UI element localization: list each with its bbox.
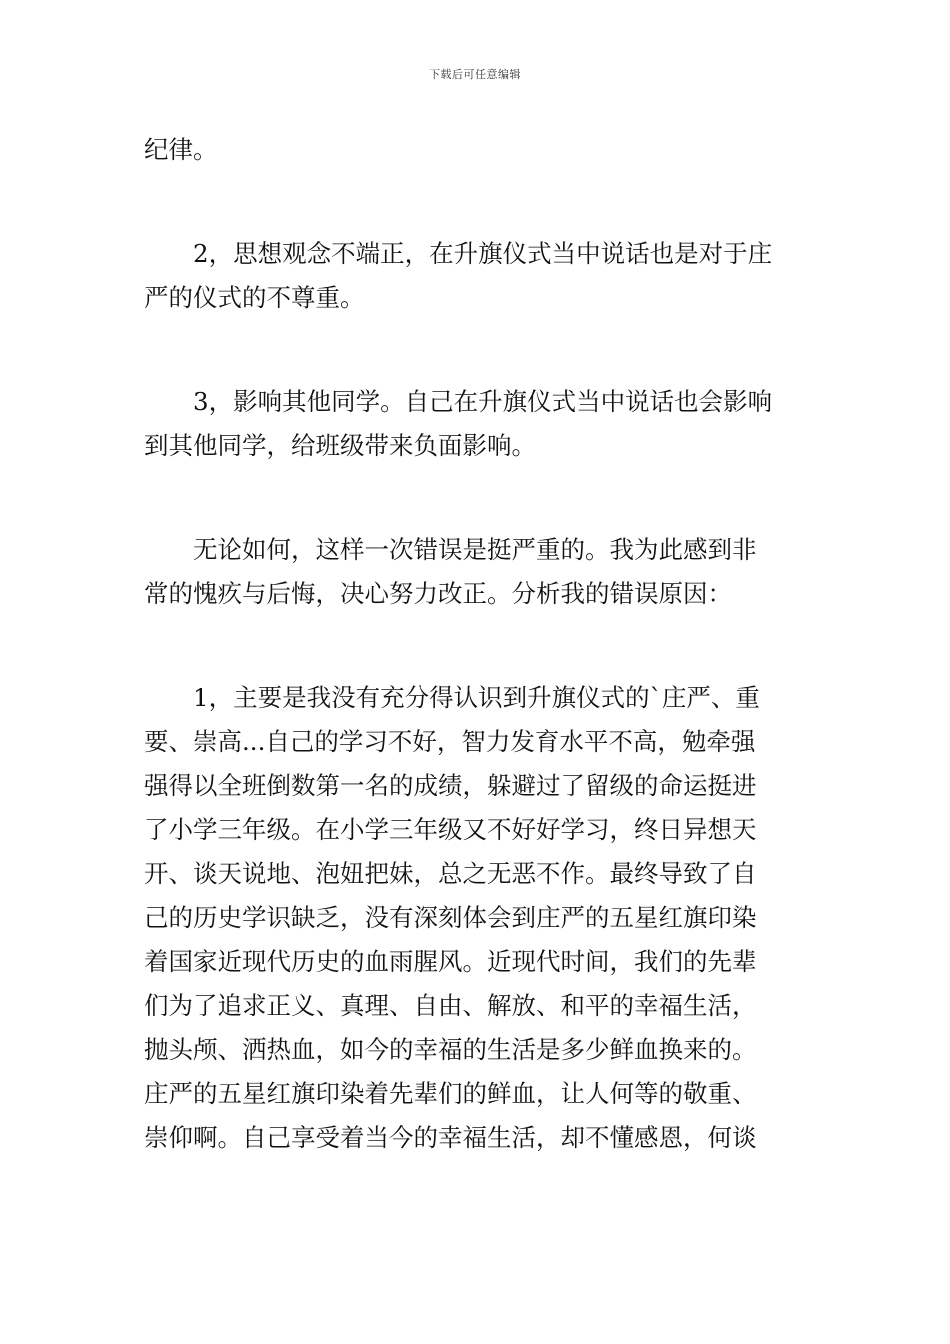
text-line: 到其他同学，给班级带来负面影响。 [144, 431, 536, 460]
text-line: 崇仰啊。自己享受着当今的幸福生活，却不懂感恩，何谈 [144, 1123, 757, 1152]
paragraph-point-3 [144, 380, 808, 468]
text-line: 严的仪式的不尊重。 [144, 283, 365, 312]
text-line: 常的愧疚与后悔，决心努力改正。分析我的错误原因： [144, 579, 732, 608]
text-line: 1，主要是我没有充分得认识到升旗仪式的`庄严、重 [193, 683, 760, 712]
document-body [144, 128, 808, 1160]
text-line: 3，影响其他同学。自己在升旗仪式当中说话也会影响 [193, 387, 773, 416]
text-line: 们为了追求正义、真理、自由、解放、和平的幸福生活， [144, 991, 757, 1020]
text-line: 要、崇高...自己的学习不好，智力发育水平不高，勉牵强 [144, 727, 756, 756]
text-line: 己的历史学识缺乏，没有深刻体会到庄严的五星红旗印染 [144, 903, 757, 932]
paragraph-continuation [144, 128, 808, 172]
paragraph-reflection [144, 528, 808, 616]
text-line: 强得以全班倒数第一名的成绩，躲避过了留级的命运挺进 [144, 771, 757, 800]
text-line: 无论如何，这样一次错误是挺严重的。我为此感到非 [193, 535, 757, 564]
page-header: 下载后可任意编辑 [429, 68, 521, 81]
text-line: 庄严的五星红旗印染着先辈们的鲜血，让人何等的敬重、 [144, 1079, 757, 1108]
text-line: 纪律。 [144, 135, 218, 164]
paragraph-point-2 [144, 232, 808, 320]
text-line: 抛头颅、洒热血，如今的幸福的生活是多少鲜血换来的。 [144, 1035, 757, 1064]
text-line: 开、谈天说地、泡妞把妹，总之无恶不作。最终导致了自 [144, 859, 757, 888]
text-line: 2，思想观念不端正，在升旗仪式当中说话也是对于庄 [193, 239, 773, 268]
paragraph-reason-1 [144, 676, 808, 1160]
text-line: 着国家近现代历史的血雨腥风。近现代时间，我们的先辈 [144, 947, 757, 976]
text-line: 了小学三年级。在小学三年级又不好好学习，终日异想天 [144, 815, 757, 844]
